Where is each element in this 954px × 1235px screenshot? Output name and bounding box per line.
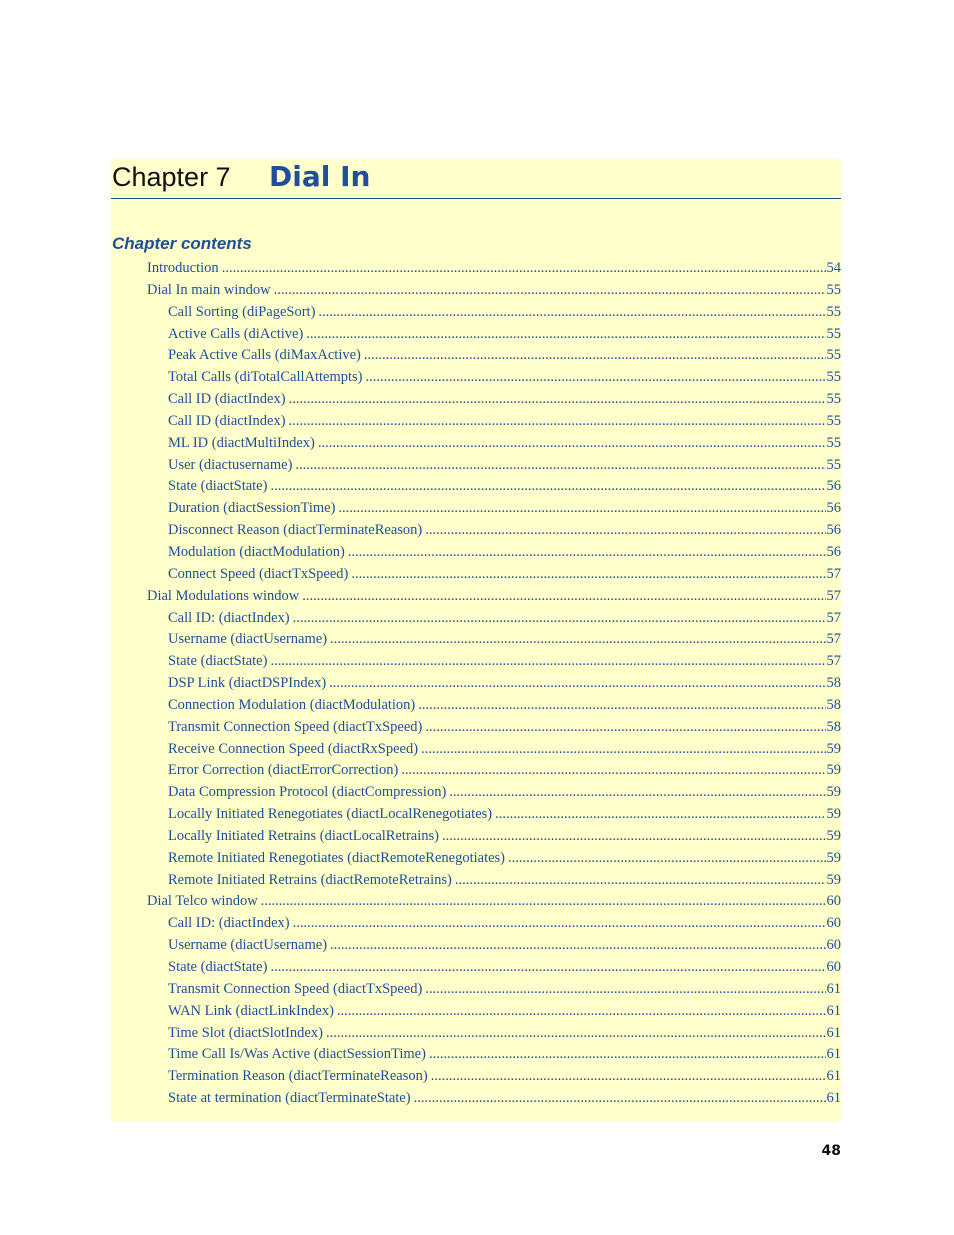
toc-dot-leader [261,891,826,913]
toc-dot-leader [326,1023,826,1045]
toc-dot-leader [293,608,826,630]
toc-entry[interactable] [111,280,841,302]
toc-entry-page[interactable]: 59 [826,784,841,801]
toc-entry-label[interactable]: Transmit Connection Speed (diactTxSpeed) [168,718,423,735]
toc-dot-leader [330,935,825,957]
toc-entry-label[interactable]: Termination Reason (diactTerminateReason) [168,1068,428,1085]
toc-entry-page[interactable]: 55 [826,347,841,364]
toc-entry-label[interactable]: Call ID: (diactIndex) [168,609,290,626]
toc-entry[interactable] [111,455,841,477]
toc-entry-label[interactable]: Connection Modulation (diactModulation) [168,696,416,713]
toc-entry[interactable] [111,717,841,739]
toc-entry[interactable] [111,913,841,935]
toc-entry[interactable] [111,411,841,433]
toc-entry[interactable] [111,891,841,913]
toc-dot-leader [222,258,826,280]
toc-dot-leader [366,367,826,389]
toc-entry[interactable] [111,957,841,979]
toc-entry-label[interactable]: Disconnect Reason (diactTerminateReason) [168,522,423,539]
toc-entry-label[interactable]: State at termination (diactTerminateState) [168,1090,411,1107]
toc-entry-label[interactable]: State (diactState) [168,478,268,495]
toc-dot-leader [455,870,826,892]
toc-entry[interactable] [111,782,841,804]
toc-entry-label[interactable]: Error Correction (diactErrorCorrection) [168,762,399,779]
toc-entry-page[interactable]: 57 [826,631,841,648]
toc-entry[interactable] [111,608,841,630]
toc-dot-leader [351,564,825,586]
toc-entry[interactable] [111,1088,841,1110]
toc-entry-label[interactable]: Locally Initiated Retrains (diactLocalRetrains) [168,827,439,844]
toc-entry-page[interactable]: 58 [826,675,841,692]
toc-entry-label[interactable]: Receive Connection Speed (diactRxSpeed) [168,740,419,757]
toc-entry-page[interactable]: 60 [826,959,841,975]
toc-entry-page[interactable]: 55 [826,303,841,320]
toc-entry-page[interactable]: 55 [826,391,841,408]
toc-entry-label[interactable]: Connect Speed (diactTxSpeed) [168,565,349,582]
toc-dot-leader [302,586,825,608]
toc-entry-page[interactable]: 60 [826,937,841,954]
chapter-label: Chapter 7 [112,162,231,192]
toc-entry[interactable] [111,1001,841,1023]
toc-entry[interactable] [111,520,841,542]
toc-entry[interactable] [111,1066,841,1088]
toc-entry-page[interactable]: 54 [826,260,841,276]
toc-dot-leader [431,1066,826,1088]
toc-entry-label[interactable]: Introduction [147,260,219,276]
toc-entry-label[interactable]: Total Calls (diTotalCallAttempts) [168,369,363,386]
toc-entry-label[interactable]: Call ID (diactIndex) [168,391,286,408]
toc-entry-label[interactable]: Transmit Connection Speed (diactTxSpeed) [168,980,423,997]
toc-entry-page[interactable]: 57 [826,609,841,626]
toc-entry-label[interactable]: Active Calls (diActive) [168,325,304,342]
toc-entry[interactable] [111,848,841,870]
toc-entry-page[interactable]: 59 [826,806,841,823]
toc-entry-page[interactable]: 56 [826,500,841,517]
toc-dot-leader [425,717,825,739]
toc-entry-page[interactable]: 58 [826,718,841,735]
toc-entry-label[interactable]: WAN Link (diactLinkIndex) [168,1002,334,1019]
toc-entry-label[interactable]: Username (diactUsername) [168,937,328,954]
toc-entry-page[interactable]: 56 [826,478,841,495]
toc-dot-leader [421,739,825,761]
toc-entry-page[interactable]: 55 [826,412,841,429]
toc-dot-leader [329,673,825,695]
chapter-header [111,159,841,199]
toc-entry[interactable] [111,760,841,782]
toc-dot-leader [330,629,825,651]
toc-entry-label[interactable]: Username (diactUsername) [168,631,328,648]
toc-dot-leader [318,302,825,324]
toc-entry-label[interactable]: Modulation (diactModulation) [168,543,345,560]
toc-entry-page[interactable]: 57 [826,565,841,582]
toc-dot-leader [337,1001,826,1023]
toc-entry[interactable] [111,673,841,695]
toc-dot-leader [364,345,826,367]
toc-entry-page[interactable]: 60 [826,915,841,932]
toc-entry-page[interactable]: 55 [826,369,841,386]
toc-dot-leader [274,280,826,302]
toc-entry[interactable] [111,651,841,673]
toc-entry-label[interactable]: User (diactusername) [168,456,293,473]
toc-entry[interactable] [111,695,841,717]
toc-entry-page[interactable]: 61 [826,1046,841,1063]
toc-entry[interactable] [111,586,841,608]
toc-entry-page[interactable]: 61 [826,1024,841,1041]
toc-entry-page[interactable]: 59 [826,827,841,844]
toc-entry-label[interactable]: Remote Initiated Renegotiates (diactRemoteRenegotiates) [168,849,506,866]
toc-entry[interactable] [111,389,841,411]
toc-entry[interactable] [111,433,841,455]
toc-entry[interactable] [111,1023,841,1045]
toc-dot-leader [270,651,825,673]
toc-entry-page[interactable]: 55 [826,281,841,298]
toc-entry-label[interactable]: Dial In main window [147,281,271,298]
toc-entry-page[interactable]: 59 [826,871,841,888]
toc-dot-leader [289,411,826,433]
table-of-contents [111,258,841,1110]
toc-entry-page[interactable]: 59 [826,762,841,779]
toc-dot-leader [295,455,825,477]
toc-entry-page[interactable]: 56 [826,543,841,560]
toc-entry[interactable] [111,739,841,761]
toc-entry[interactable] [111,629,841,651]
toc-entry-page[interactable]: 59 [826,740,841,757]
toc-dot-leader [306,324,825,346]
toc-entry-page[interactable]: 59 [826,849,841,866]
toc-entry[interactable] [111,1044,841,1066]
toc-entry[interactable] [111,258,841,280]
toc-dot-leader [338,498,825,520]
toc-entry[interactable] [111,302,841,324]
toc-dot-leader [318,433,826,455]
toc-entry-label[interactable]: State (diactState) [168,653,268,670]
toc-entry-label[interactable]: Remote Initiated Retrains (diactRemoteRetrains) [168,871,452,888]
toc-entry-page[interactable]: 57 [826,653,841,670]
toc-entry-page[interactable]: 56 [826,522,841,539]
toc-entry-label[interactable]: Time Call Is/Was Active (diactSessionTime) [168,1046,426,1063]
toc-dot-leader [442,826,826,848]
toc-dot-leader [270,476,825,498]
toc-entry-label[interactable]: Call Sorting (diPageSort) [168,303,316,320]
toc-entry[interactable] [111,345,841,367]
toc-dot-leader [414,1088,826,1110]
toc-entry-page[interactable]: 60 [826,893,841,910]
toc-entry[interactable] [111,542,841,564]
toc-entry-label[interactable]: Time Slot (diactSlotIndex) [168,1024,323,1041]
toc-dot-leader [508,848,825,870]
toc-entry[interactable] [111,324,841,346]
toc-entry-page[interactable]: 55 [826,456,841,473]
toc-dot-leader [348,542,826,564]
toc-entry-label[interactable]: Duration (diactSessionTime) [168,500,336,517]
toc-dot-leader [495,804,825,826]
toc-entry-label[interactable]: ML ID (diactMultiIndex) [168,434,315,451]
toc-entry-label[interactable]: Locally Initiated Renegotiates (diactLocalRenegotiates) [168,806,493,823]
toc-entry-page[interactable]: 57 [826,587,841,604]
toc-entry-label[interactable]: Dial Modulations window [147,587,300,604]
toc-entry-page[interactable]: 58 [826,696,841,713]
toc-entry-page[interactable]: 61 [826,1090,841,1107]
toc-entry-label[interactable]: Call ID: (diactIndex) [168,915,290,932]
toc-entry-page[interactable]: 55 [826,325,841,342]
toc-entry[interactable] [111,826,841,848]
toc-entry-label[interactable]: Data Compression Protocol (diactCompression) [168,784,447,801]
toc-entry[interactable] [111,564,841,586]
toc-entry[interactable] [111,935,841,957]
toc-dot-leader [418,695,825,717]
toc-dot-leader [449,782,825,804]
toc-entry[interactable] [111,476,841,498]
toc-dot-leader [401,760,825,782]
toc-entry[interactable] [111,804,841,826]
toc-entry-page[interactable]: 61 [826,1002,841,1019]
toc-dot-leader [293,913,826,935]
toc-entry[interactable] [111,979,841,1001]
toc-entry-page[interactable]: 55 [826,434,841,451]
toc-entry-label[interactable]: Peak Active Calls (diMaxActive) [168,347,361,364]
toc-dot-leader [425,979,825,1001]
page-number: 48 [821,1143,841,1159]
toc-entry-label[interactable]: Call ID (diactIndex) [168,412,286,429]
toc-entry-label[interactable]: DSP Link (diactDSPIndex) [168,675,327,692]
toc-entry-label[interactable]: Dial Telco window [147,893,258,910]
toc-dot-leader [289,389,826,411]
toc-dot-leader [425,520,825,542]
toc-dot-leader [429,1044,826,1066]
toc-entry-page[interactable]: 61 [826,1068,841,1085]
chapter-title: Dial In [269,160,371,193]
toc-dot-leader [270,957,825,979]
toc-entry[interactable] [111,367,841,389]
toc-entry[interactable] [111,870,841,892]
chapter-contents-heading: Chapter contents [112,234,252,253]
toc-entry-page[interactable]: 61 [826,980,841,997]
toc-entry[interactable] [111,498,841,520]
toc-entry-label[interactable]: State (diactState) [168,959,268,975]
